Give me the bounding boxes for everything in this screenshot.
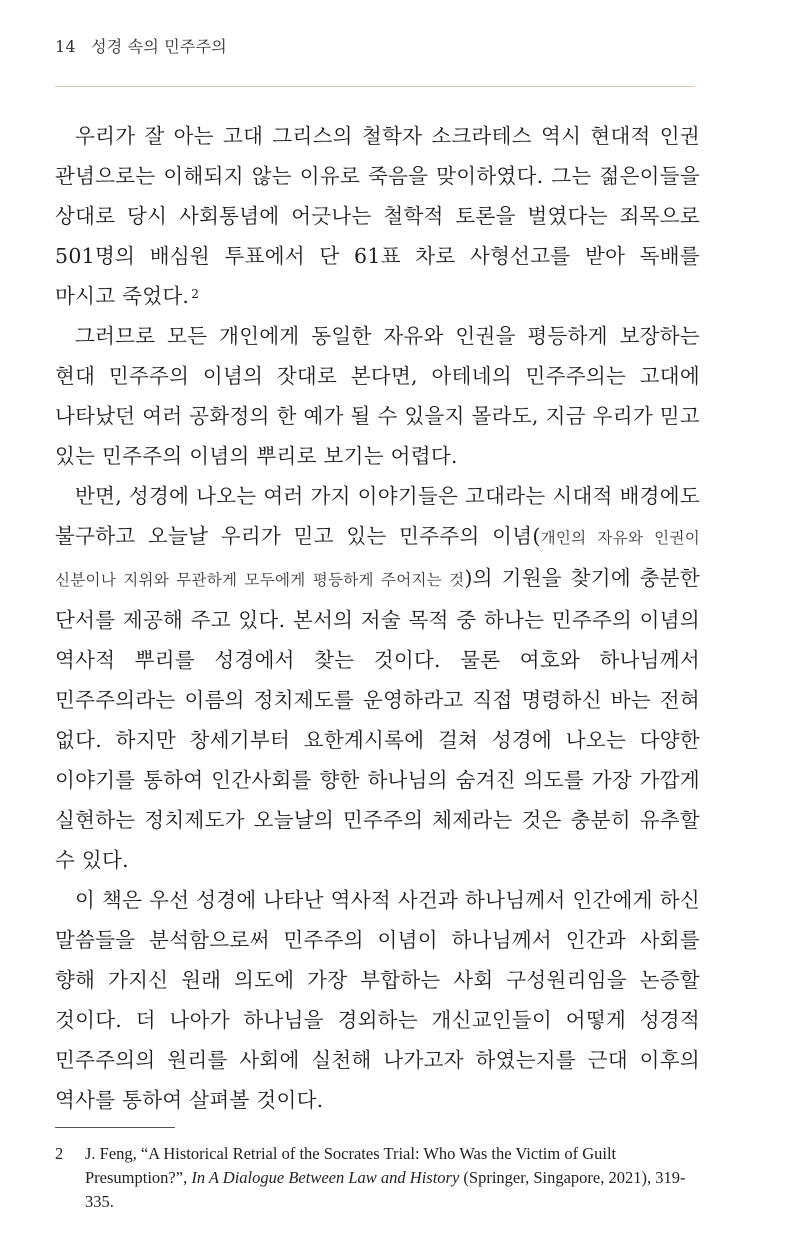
running-header	[55, 34, 227, 57]
paragraph-3-text-after: )의 기원을 찾기에 충분한 단서를 제공해 주고 있다. 본서의 저술 목적 중 하나는 민주주의 이념의 역사적 뿌리를 성경에서 찾는 것이다. 물론 여호와 하나님께서 민주주의라는 이름의 정치제도를 운영하라고 직접 명령하신 바는 전혀 없다. 하지만 창세기부터 요한계시록에 걸쳐 성경에 나오는 다양한 이야기를 통하여 인간사회를 향한 하나님의 숨겨진 의도를 가장 가깝게 실현하는 정치제도가 오늘날의 민주주의 체제라는 것은 충분히 유추할 수 있다.	[55, 566, 700, 872]
paragraph-2-text: 그러므로 모든 개인에게 동일한 자유와 인권을 평등하게 보장하는 현대 민주주의 이념의 잣대로 본다면, 아테네의 민주주의는 고대에 나타났던 여러 공화정의 한 예가 될 수 있을지 몰라도, 지금 우리가 믿고 있는 민주주의 이념의 뿌리로 보기는 어렵다.	[55, 324, 700, 468]
footnote-body	[85, 1142, 695, 1214]
paragraph-2	[55, 316, 700, 476]
footnote-divider	[55, 1127, 175, 1128]
page-number: 14	[55, 37, 76, 56]
footnote-book-title: In A Dialogue Between Law and History	[191, 1168, 460, 1187]
footnote-reference[interactable]: 2	[191, 287, 200, 301]
footnote-number: 2	[55, 1144, 64, 1163]
header-divider	[55, 86, 695, 87]
paragraph-3-text-before: 반면, 성경에 나오는 여러 가지 이야기들은 고대라는 시대적 배경에도 불구하고 오늘날 우리가 믿고 있는 민주주의 이념(	[55, 484, 700, 548]
paragraph-1-text: 우리가 잘 아는 고대 그리스의 철학자 소크라테스 역시 현대적 인권 관념으로는 이해되지 않는 이유로 죽음을 맞이하였다. 그는 젊은이들을 상대로 당시 사회통념에 어긋나는 철학적 토론을 벌였다는 죄목으로 501명의 배심원 투표에서 단 61표 차로 사형선고를 받아 독배를 마시고 죽었다.	[55, 124, 700, 308]
footnote	[55, 1142, 695, 1214]
footnote-text-before: J. Feng, “A Historical Retrial of the Socrates Trial: Who Was the Victim of Guilt Presumption?”,	[85, 1144, 617, 1187]
paragraph-3-parenthetical: 개인의 자유와 인권이 신분이나 지위와 무관하게 모두에게 평등하게 주어지는 것	[55, 529, 700, 589]
body-text	[55, 116, 700, 1120]
footnote-text-after: (Springer, Singapore, 2021), 319-335.	[85, 1168, 686, 1211]
paragraph-4-text: 이 책은 우선 성경에 나타난 역사적 사건과 하나님께서 인간에게 하신 말씀들을 분석함으로써 민주주의 이념이 하나님께서 인간과 사회를 향해 가지신 원래 의도에 가장 부합하는 사회 구성원리임을 논증할 것이다. 더 나아가 하나님을 경외하는 개신교인들이 어떻게 성경적 민주주의의 원리를 사회에 실천해 나가고자 하였는지를 근대 이후의 역사를 통하여 살펴볼 것이다.	[55, 888, 700, 1112]
book-title: 성경 속의 민주주의	[91, 37, 227, 56]
paragraph-3	[55, 476, 700, 880]
paragraph-4	[55, 880, 700, 1120]
paragraph-1	[55, 116, 700, 316]
